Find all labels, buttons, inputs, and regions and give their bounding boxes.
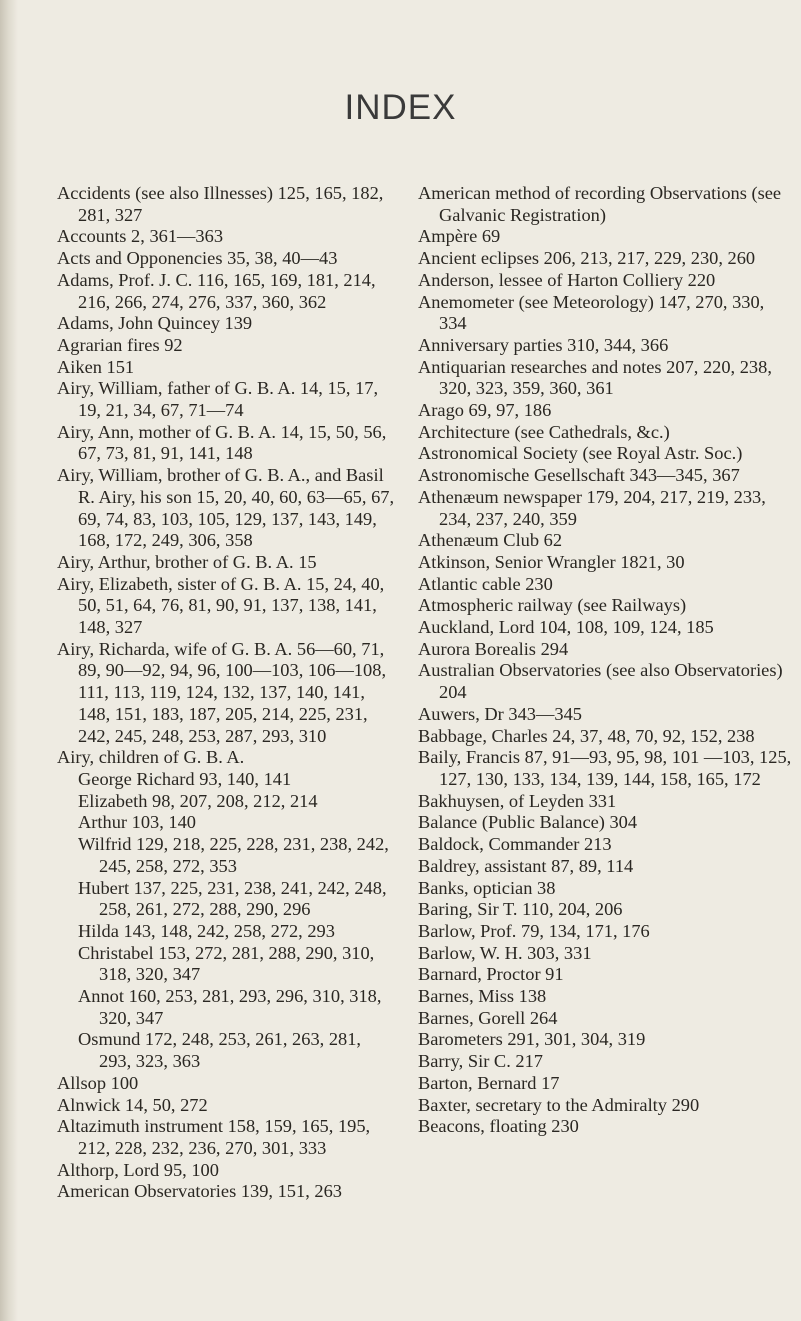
index-entry: Astronomical Society (see Royal Astr. Soc.)	[418, 443, 743, 464]
index-entry: Altazimuth instrument 158, 159, 165, 195, 212, 228, 232, 236, 270, 301, 333	[57, 1116, 371, 1158]
index-entry: Balance (Public Balance) 304	[418, 812, 638, 833]
index-entry: Baxter, secretary to the Admiralty 290	[418, 1094, 700, 1115]
index-entry: American Observatories 139, 151, 263	[57, 1181, 342, 1202]
index-subentry: Elizabeth 98, 207, 208, 212, 214	[78, 790, 318, 811]
index-entry: Airy, Ann, mother of G. B. A. 14, 15, 50, 56, 67, 73, 81, 91, 141, 148	[57, 421, 387, 464]
index-entry: Auckland, Lord 104, 108, 109, 124, 185	[418, 617, 714, 638]
index-entry: Atlantic cable 230	[418, 573, 553, 594]
index-entry: Beacons, floating 230	[418, 1116, 579, 1137]
index-entry: Accounts 2, 361—363	[57, 226, 224, 247]
index-entry: Arago 69, 97, 186	[418, 400, 552, 421]
index-entry: Adams, Prof. J. C. 116, 165, 169, 181, 214, 216, 266, 274, 276, 337, 360, 362	[57, 269, 376, 312]
index-column-left	[57, 183, 395, 1203]
index-entry: Antiquarian researches and notes 207, 220, 238, 320, 323, 359, 360, 361	[418, 356, 772, 399]
index-entry: Ampère 69	[418, 226, 501, 247]
index-entry: Athenæum Club 62	[418, 530, 563, 551]
index-entry: Australian Observatories (see also Observatories) 204	[418, 660, 783, 703]
index-entry: Accidents (see also Illnesses) 125, 165, 182, 281, 327	[57, 183, 384, 225]
index-entry: Atmospheric railway (see Railways)	[418, 595, 687, 616]
index-entry: Barnes, Miss 138	[418, 986, 547, 1007]
index-entry: Airy, William, father of G. B. A. 14, 15, 17, 19, 21, 34, 67, 71—74	[57, 378, 379, 421]
index-entry: Banks, optician 38	[418, 877, 556, 898]
index-entry: Barry, Sir C. 217	[418, 1051, 543, 1072]
index-subentry: Annot 160, 253, 281, 293, 296, 310, 318, 320, 347	[78, 986, 382, 1028]
index-entry: Airy, Elizabeth, sister of G. B. A. 15, 24, 40, 50, 51, 64, 76, 81, 90, 91, 137, 138, 141, 148, 327	[57, 573, 385, 638]
index-entry: Airy, Richarda, wife of G. B. A. 56—60, 71, 89, 90—92, 94, 96, 100—103, 106—108, 111, 113, 119, 124, 132, 137, 140, 141, 148, 151, 183, 187, 205, 214, 225, 231, 242, 245, 248, 253, 287, 293, 310	[57, 638, 387, 746]
index-entry: Barometers 291, 301, 304, 319	[418, 1029, 646, 1050]
index-entry: Acts and Opponencies 35, 38, 40—43	[57, 248, 338, 269]
index-entry: Airy, William, brother of G. B. A., and Basil R. Airy, his son 15, 20, 40, 60, 63—65, 67, 69, 74, 83, 103, 105, 129, 137, 143, 149, 168, 172, 249, 306, 358	[57, 465, 395, 551]
index-entry: Barlow, W. H. 303, 331	[418, 942, 592, 963]
index-subentry: Wilfrid 129, 218, 225, 228, 231, 238, 242, 245, 258, 272, 353	[78, 834, 389, 876]
index-entry: Barton, Bernard 17	[418, 1072, 560, 1093]
index-entry: Atkinson, Senior Wrangler 1821, 30	[418, 551, 685, 572]
index-entry: Anderson, lessee of Harton Colliery 220	[418, 269, 716, 290]
index-entry: Agrarian fires 92	[57, 334, 183, 355]
index-entry: Auwers, Dr 343—345	[418, 703, 582, 724]
index-entry: Alnwick 14, 50, 272	[57, 1094, 208, 1115]
index-entry: Barlow, Prof. 79, 134, 171, 176	[418, 920, 650, 941]
index-entry: Barnes, Gorell 264	[418, 1007, 558, 1028]
index-entry: Ancient eclipses 206, 213, 217, 229, 230, 260	[418, 248, 756, 269]
index-subentry: Arthur 103, 140	[78, 812, 196, 833]
index-entry: Baily, Francis 87, 91—93, 95, 98, 101 —103, 125, 127, 130, 133, 134, 139, 144, 158, 165, 172	[418, 747, 792, 789]
index-entry: Airy, Arthur, brother of G. B. A. 15	[57, 551, 317, 572]
index-entry: Adams, John Quincey 139	[57, 313, 253, 334]
index-entry: Anemometer (see Meteorology) 147, 270, 330, 334	[418, 291, 765, 334]
index-entry: American method of recording Observations (see Galvanic Registration)	[418, 183, 782, 225]
index-entry: Baldock, Commander 213	[418, 834, 612, 855]
index-entry: Allsop 100	[57, 1072, 139, 1093]
index-subentry: George Richard 93, 140, 141	[78, 768, 292, 789]
index-entry: Aiken 151	[57, 356, 135, 377]
index-subentry: Osmund 172, 248, 253, 261, 263, 281, 293, 323, 363	[78, 1029, 362, 1072]
index-entry: Astronomische Gesellschaft 343—345, 367	[418, 465, 740, 486]
index-entry: Athenæum newspaper 179, 204, 217, 219, 233, 234, 237, 240, 359	[418, 486, 766, 529]
index-entry: Babbage, Charles 24, 37, 48, 70, 92, 152, 238	[418, 725, 755, 746]
index-subentry: Christabel 153, 272, 281, 288, 290, 310, 318, 320, 347	[78, 942, 375, 985]
index-subentry: Hilda 143, 148, 242, 258, 272, 293	[78, 920, 335, 941]
index-subentry: Hubert 137, 225, 231, 238, 241, 242, 248, 258, 261, 272, 288, 290, 296	[78, 877, 387, 920]
index-entry: Airy, children of G. B. A.	[57, 747, 245, 768]
page-title: INDEX	[344, 88, 457, 127]
index-column-right	[418, 183, 793, 1138]
index-entry: Baring, Sir T. 110, 204, 206	[418, 899, 623, 920]
index-entry: Aurora Borealis 294	[418, 638, 569, 659]
index-entry: Anniversary parties 310, 344, 366	[418, 334, 669, 355]
index-entry: Baldrey, assistant 87, 89, 114	[418, 855, 634, 876]
index-entry: Architecture (see Cathedrals, &c.)	[418, 421, 670, 442]
index-entry: Althorp, Lord 95, 100	[57, 1159, 219, 1180]
page-binding-shadow	[0, 0, 18, 1321]
index-entry: Bakhuysen, of Leyden 331	[418, 790, 617, 811]
index-entry: Barnard, Proctor 91	[418, 964, 564, 985]
